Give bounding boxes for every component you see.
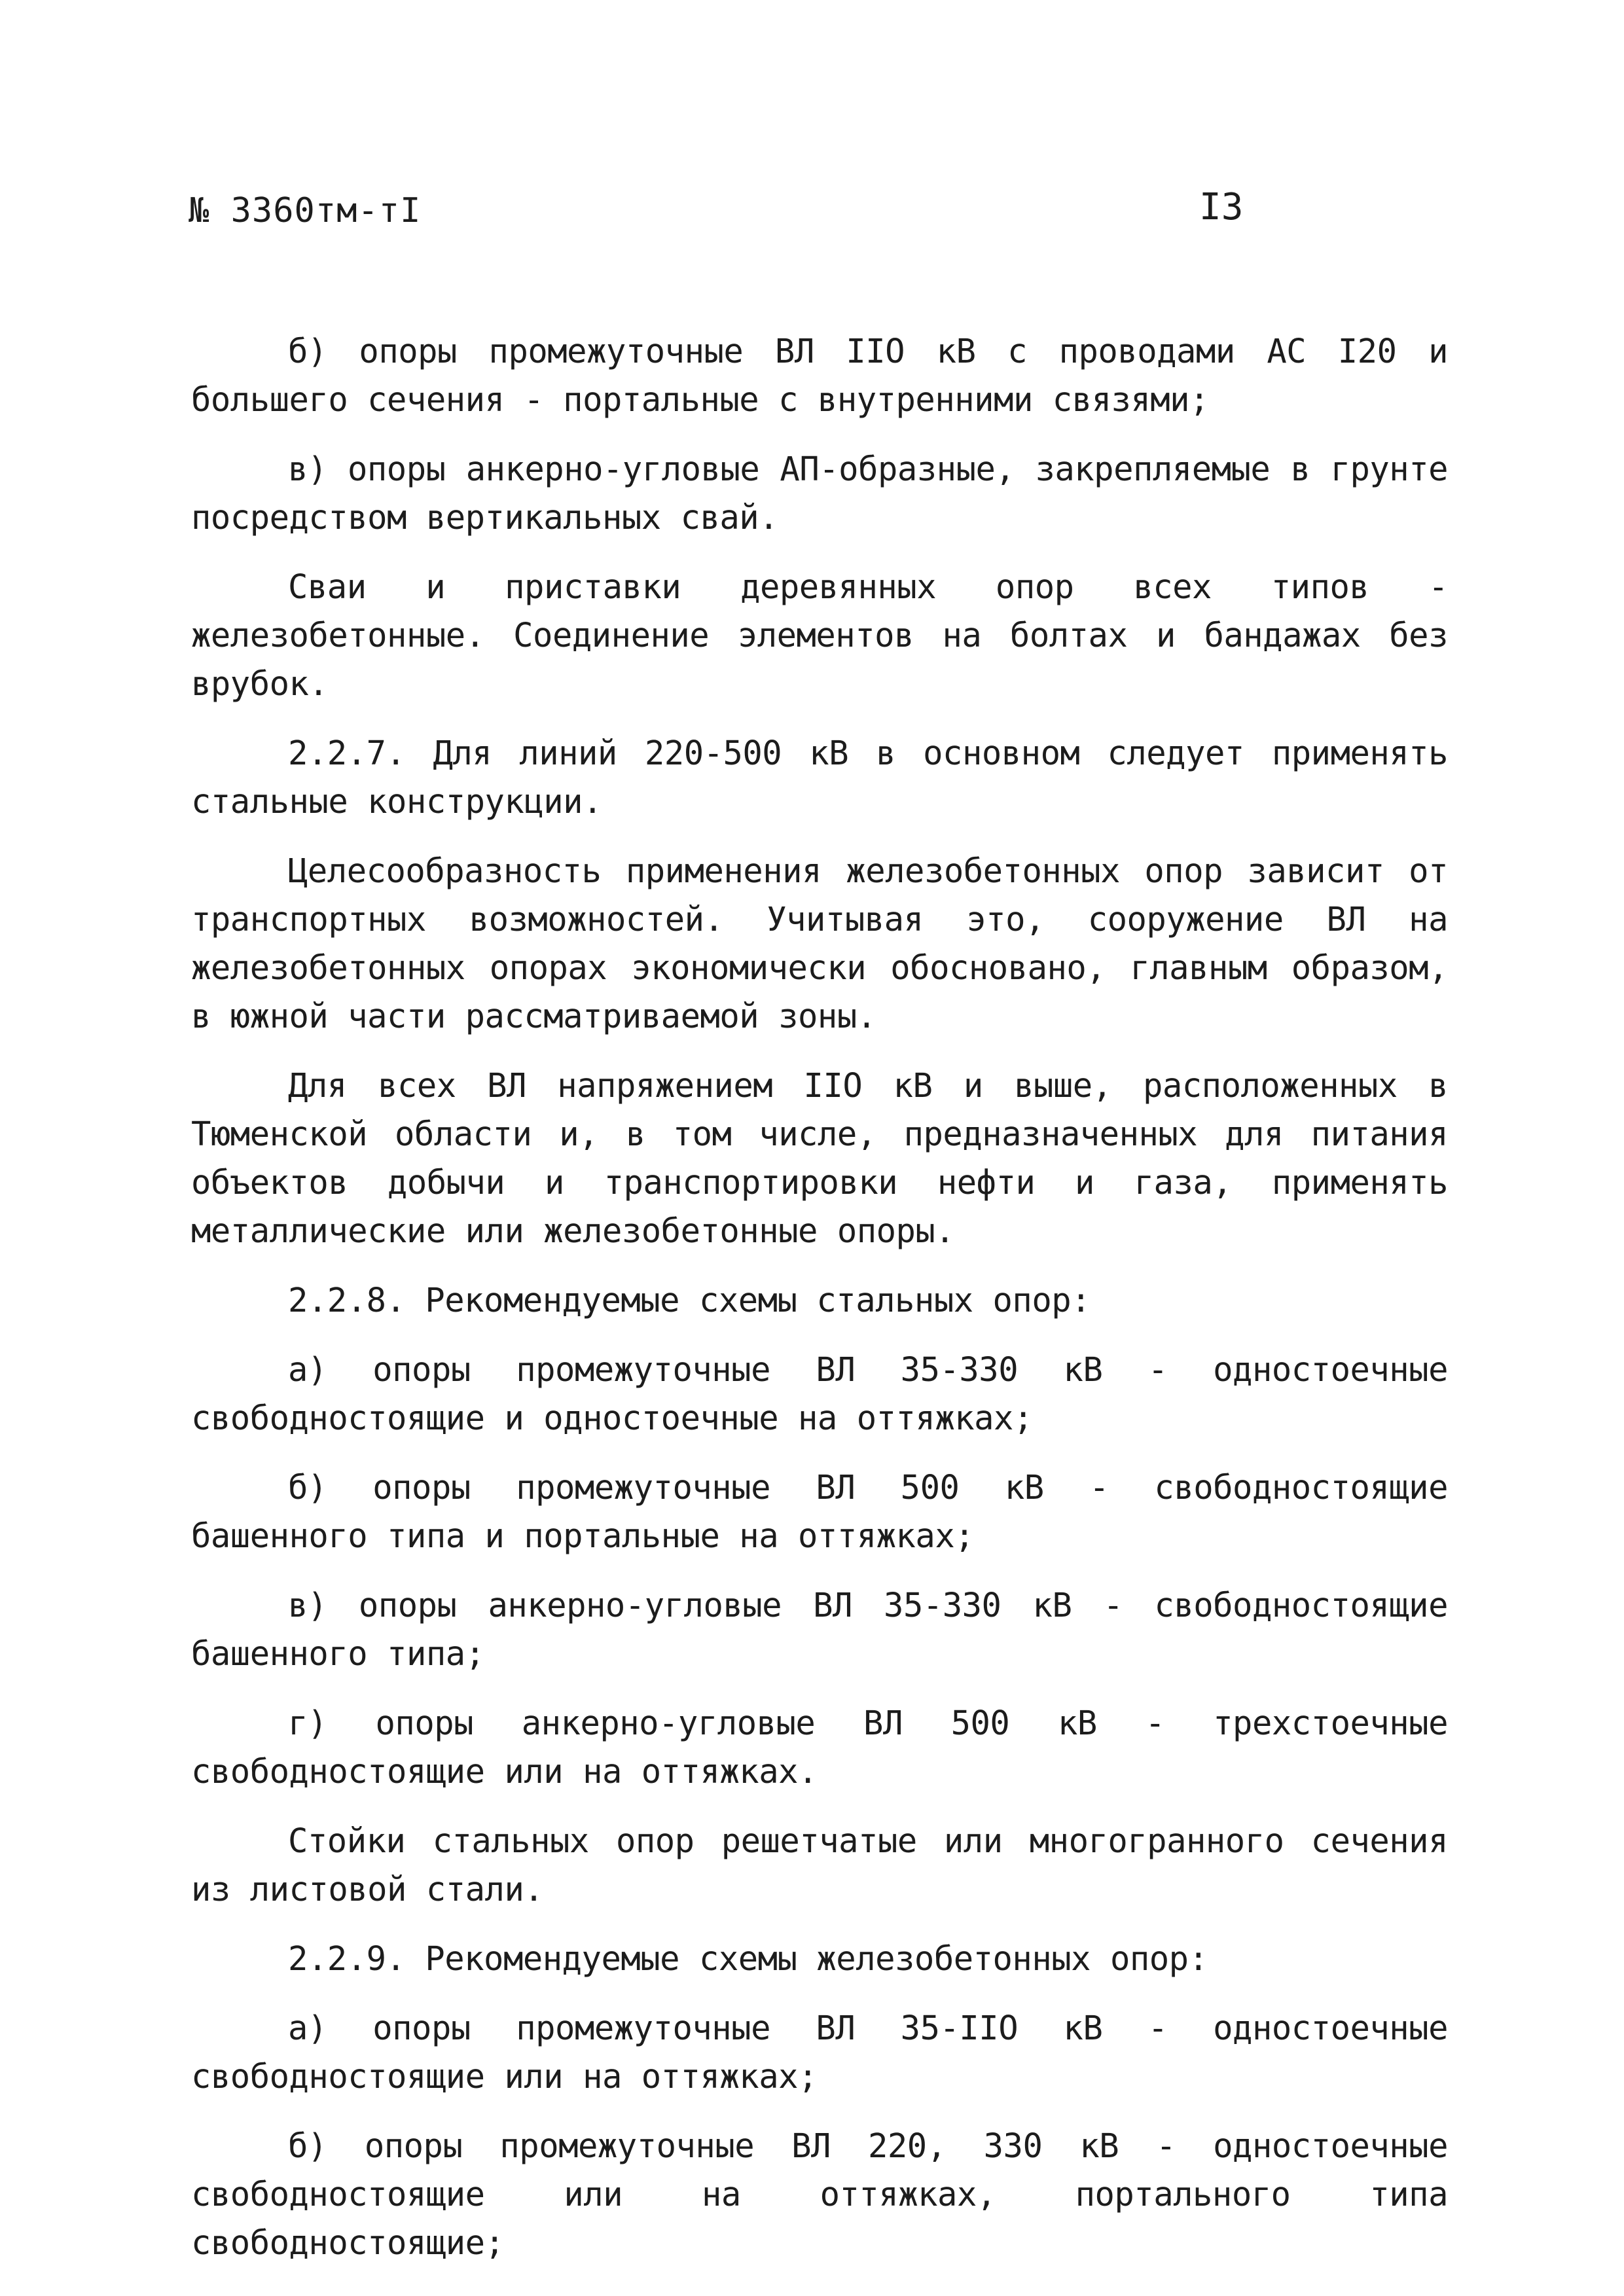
list-item-g-steel: г) опоры анкерно-угловые ВЛ 500 кВ - трехстоечные свободностоящие или на оттяжках.: [191, 1704, 1448, 1791]
paragraph-2-2-7: 2.2.7. Для линий 220-500 кВ в основном следует применять стальные конструкции.: [191, 734, 1448, 821]
paragraph-steel-posts: Стойки стальных опор решетчатые или многогранного сечения из листовой стали.: [191, 1821, 1448, 1909]
paragraph-2-2-8: 2.2.8. Рекомендуемые схемы стальных опор:: [288, 1281, 1091, 1319]
paragraph-v-anchor-supports: в) опоры анкерно-угловые АП-образные, закрепляемые в грунте посредством вертикальных свай.: [191, 450, 1448, 537]
list-item-a-steel: а) опоры промежуточные ВЛ 35-330 кВ - одностоечные свободностоящие и одностоечные на оттяжках;: [191, 1350, 1448, 1437]
page-number: I3: [1199, 186, 1244, 228]
list-item-v-steel: в) опоры анкерно-угловые ВЛ 35-330 кВ - свободностоящие башенного типа;: [191, 1586, 1448, 1673]
paragraph-2-2-9: 2.2.9. Рекомендуемые схемы железобетонных опор:: [288, 1939, 1208, 1978]
list-item-b-concrete: б) опоры промежуточные ВЛ 220, 330 кВ - одностоечные свободностоящие или на оттяжках, портального типа свободностоящие;: [191, 2126, 1448, 2262]
list-item-a-concrete: а) опоры промежуточные ВЛ 35-IIO кВ - одностоечные свободностоящие или на оттяжках;: [191, 2009, 1448, 2096]
list-item-b-steel: б) опоры промежуточные ВЛ 500 кВ - свободностоящие башенного типа и портальные на оттяжках;: [191, 1468, 1448, 1555]
paragraph-feasibility: Целесообразность применения железобетонных опор зависит от транспортных возможностей. Учитывая это, сооружение ВЛ на железобетонных опорах экономически обосновано, главным образом, в южной части рассматриваемой зоны.: [191, 852, 1448, 1035]
document-body: [191, 327, 1448, 2288]
paragraph-tyumen: Для всех ВЛ напряжением IIO кВ и выше, расположенных в Тюменской области и, в том числе, предназначенных для питания объектов добычи и транспортировки нефти и газа, применять металлические или железобетонные опоры.: [191, 1066, 1448, 1250]
paragraph-b-intermediate-supports: б) опоры промежуточные ВЛ IIO кВ с проводами АС I20 и большего сечения - портальные с внутренними связями;: [191, 332, 1448, 419]
paragraph-piles: Сваи и приставки деревянных опор всех типов - железобетонные. Соединение элементов на болтах и бандажах без врубок.: [191, 567, 1448, 703]
document-number: № 3360тм-тI: [189, 191, 422, 230]
